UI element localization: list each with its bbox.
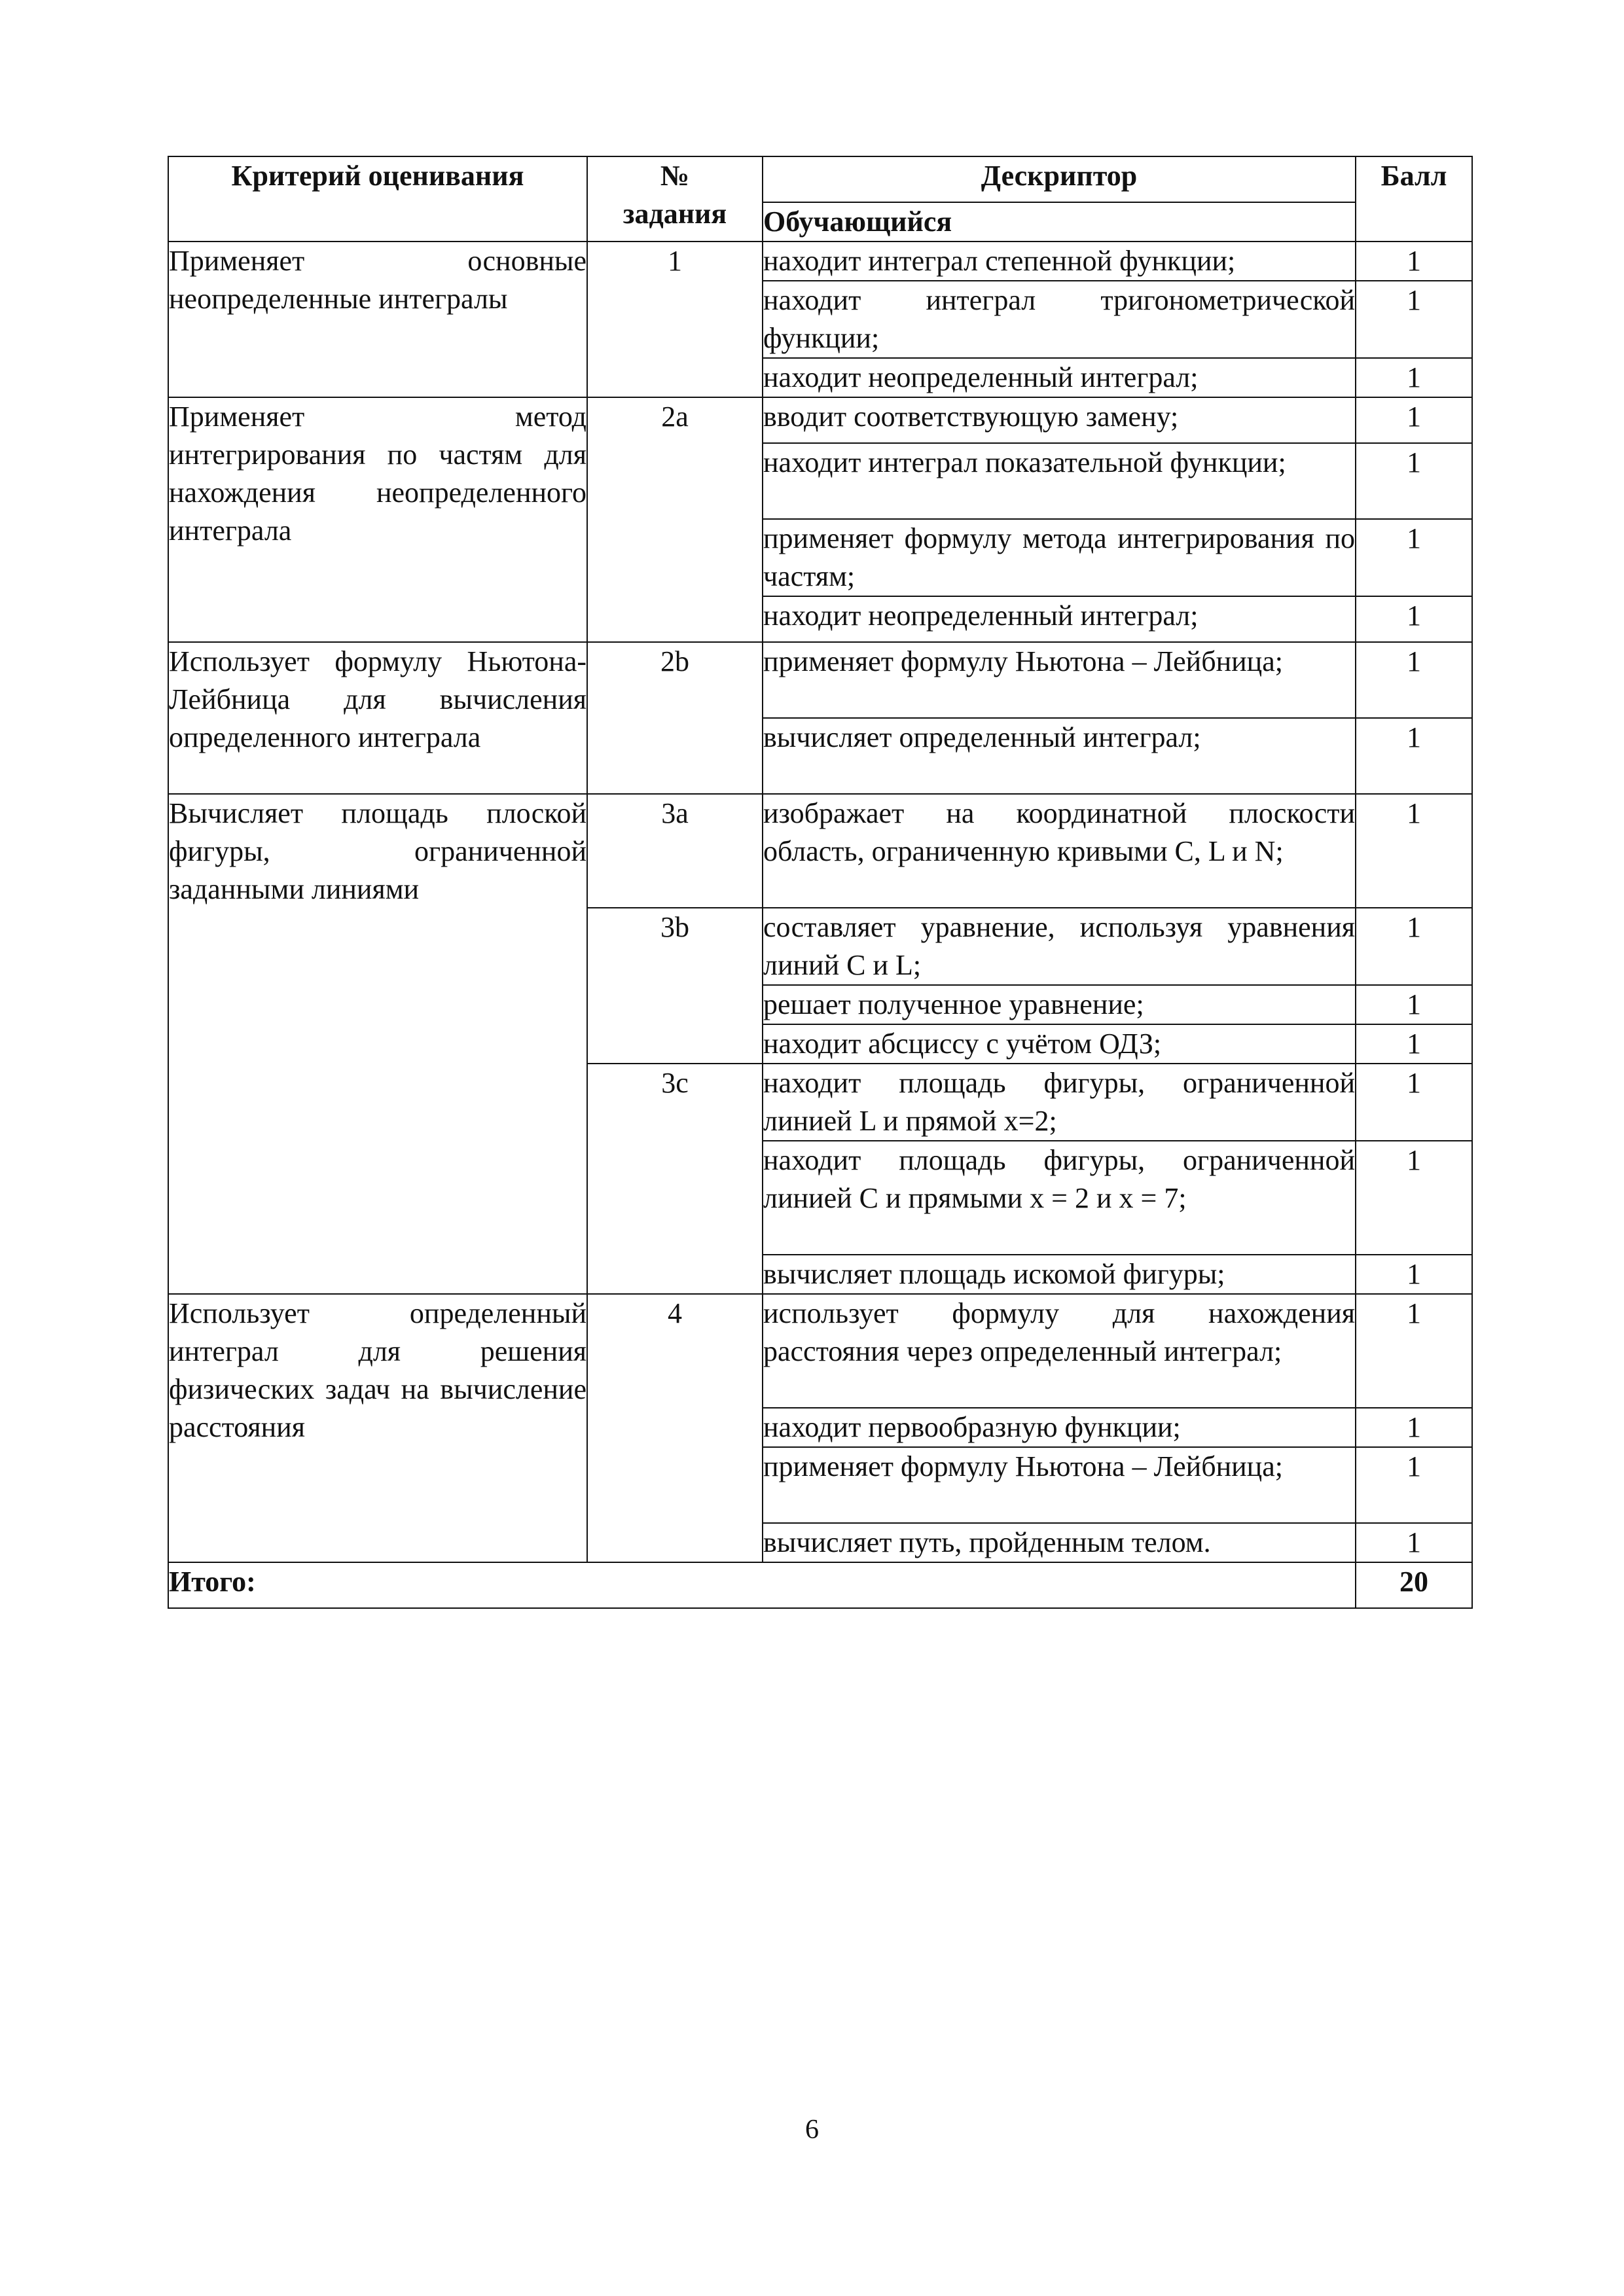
descriptor-cell: решает полученное уравнение; [763,985,1356,1024]
descriptor-cell: находит абсциссу с учётом ОДЗ; [763,1024,1356,1064]
header-task-number-line1: № [660,160,690,192]
header-criterion: Критерий оценивания [168,156,587,242]
task-number-cell: 3c [587,1064,763,1294]
score-cell: 1 [1356,1523,1472,1562]
descriptor-cell: вычисляет путь, пройденным телом. [763,1523,1356,1562]
header-task-number-line2: задания [623,198,727,230]
descriptor-cell: вычисляет определенный интеграл; [763,718,1356,794]
table-row [168,642,1472,718]
descriptor-cell: применяет формулу Ньютона – Лейбница; [763,1447,1356,1523]
table-row [168,242,1472,281]
score-cell: 1 [1356,1447,1472,1523]
criterion-cell: Вычисляет площадь плоской фигуры, ограниченной заданными линиями [168,794,587,1294]
page-number: 6 [805,2115,819,2145]
descriptor-cell: вычисляет площадь искомой фигуры; [763,1255,1356,1294]
header-task-number [587,156,763,242]
score-cell: 1 [1356,242,1472,281]
descriptor-cell: использует формулу для нахождения расстояния через определенный интеграл; [763,1294,1356,1408]
criterion-cell: Применяет основные неопределенные интегралы [168,242,587,397]
score-cell: 1 [1356,1141,1472,1255]
descriptor-cell: находит неопределенный интеграл; [763,596,1356,642]
score-cell: 1 [1356,908,1472,985]
header-score: Балл [1356,156,1472,242]
criterion-cell: Использует определенный интеграл для решения физических задач на вычисление расстояния [168,1294,587,1562]
descriptor-cell: применяет формулу метода интегрирования по частям; [763,519,1356,596]
total-label: Итого: [168,1562,1356,1608]
descriptor-cell: находит интеграл степенной функции; [763,242,1356,281]
score-cell: 1 [1356,1294,1472,1408]
table-row [168,794,1472,908]
score-cell: 1 [1356,1255,1472,1294]
descriptor-cell: находит интеграл тригонометрической функции; [763,281,1356,358]
descriptor-cell: вводит соответствующую замену; [763,397,1356,443]
descriptor-cell: находит неопределенный интеграл; [763,358,1356,397]
descriptor-cell: находит площадь фигуры, ограниченной линией L и прямой x=2; [763,1064,1356,1141]
task-number-cell: 3b [587,908,763,1064]
score-cell: 1 [1356,397,1472,443]
score-cell: 1 [1356,358,1472,397]
task-number-cell: 4 [587,1294,763,1562]
score-cell: 1 [1356,1408,1472,1447]
task-number-cell: 2a [587,397,763,642]
score-cell: 1 [1356,985,1472,1024]
task-number-cell: 3a [587,794,763,908]
score-cell: 1 [1356,1064,1472,1141]
score-cell: 1 [1356,281,1472,358]
score-cell: 1 [1356,642,1472,718]
assessment-criteria-table [168,156,1473,1609]
score-cell: 1 [1356,596,1472,642]
table-row [168,397,1472,443]
score-cell: 1 [1356,794,1472,908]
descriptor-cell: находит первообразную функции; [763,1408,1356,1447]
task-number-cell: 2b [587,642,763,794]
table-row [168,1294,1472,1408]
score-cell: 1 [1356,1024,1472,1064]
descriptor-cell: изображает на координатной плоскости область, ограниченную кривыми C, L и N; [763,794,1356,908]
header-descriptor-student: Обучающийся [763,202,1356,242]
header-descriptor: Дескриптор [763,156,1356,202]
score-cell: 1 [1356,443,1472,519]
descriptor-cell: составляет уравнение, используя уравнения линий C и L; [763,908,1356,985]
score-cell: 1 [1356,519,1472,596]
descriptor-cell: находит площадь фигуры, ограниченной линией C и прямыми x = 2 и x = 7; [763,1141,1356,1255]
score-cell: 1 [1356,718,1472,794]
total-score: 20 [1356,1562,1472,1608]
descriptor-cell: применяет формулу Ньютона – Лейбница; [763,642,1356,718]
criterion-cell: Использует формулу Ньютона-Лейбница для вычисления определенного интеграла [168,642,587,794]
criterion-cell: Применяет метод интегрирования по частям для нахождения неопределенного интеграла [168,397,587,642]
task-number-cell: 1 [587,242,763,397]
descriptor-cell: находит интеграл показательной функции; [763,443,1356,519]
total-row [168,1562,1472,1608]
